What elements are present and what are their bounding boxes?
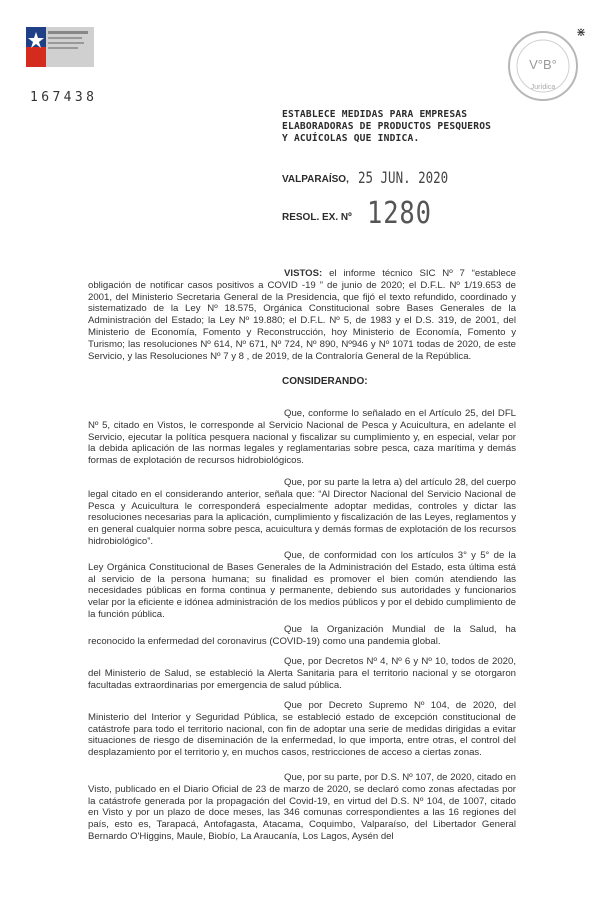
resolution-title (282, 109, 542, 145)
stamp-subtext: Jurídica (530, 84, 556, 91)
government-logo (26, 27, 94, 79)
resolution-label: RESOL. EX. Nº (282, 212, 352, 223)
considerando-heading: CONSIDERANDO: (282, 376, 368, 387)
date-stamp: 25 JUN. 2020 (358, 168, 449, 187)
considerando-paragraph: Que, por Decretos Nº 4, Nº 6 y Nº 10, todos de 2020, del Ministerio de Salud, se estableció la Alerta Sanitaria para el territorio nacional y se otorgaron facultadas extraordinarias por emergencia de salud pública. (88, 656, 516, 691)
corner-mark: ⋇ (576, 25, 587, 39)
document-number: 167438 (30, 90, 98, 105)
considerando-paragraph: Que, por su parte la letra a) del artículo 28, del cuerpo legal citado en el considerando anterior, señala que: “Al Director Nacional del Servicio Nacional de Pesca y Acuicultura le corresponderá especialmente adoptar medidas, controles y dictar las resoluciones necesarias para la aplicación, cumplimiento y fiscalización de las Leyes, reglamentos y en general cualquier norma sobre pesca, acuicultura y demás formas de explotación de los recursos hidrobiológico”. (88, 477, 516, 547)
approval-stamp (506, 29, 580, 103)
considerando-paragraph: Que, conforme lo señalado en el Artículo 25, del DFL Nº 5, citado en Vistos, le corresponde al Servicio Nacional de Pesca y Acuicultura, en adelante el Servicio, ejecutar la política pesquera nacional y fiscalizar su cumplimiento y, en especial, velar por la debida aplicación de las normas legales y reglamentarias sobre pesca, caza marítima y demás formas de explotación de recursos hidrobiológicos. (88, 408, 517, 467)
considerando-paragraph: Que, por su parte, por D.S. Nº 107, de 2020, citado en Visto, publicado en el Diario Oficial de 23 de marzo de 2020, se declaró como zonas afectadas por la catástrofe generada por la propagación del Covid-19, en virtud del D.S. Nº 104, de 1007, citado en Visto y por un plazo de doce meses, las 346 comunas correspondientes a las 16 regiones del país, esto es, Tarapacá, Antofagasta, Atacama, Coquimbo, Valparaíso, del Libertador General Bernardo O'Higgins, Maule, Biobío, La Araucanía, Los Lagos, Aysén del (88, 772, 516, 842)
title-line-1: ESTABLECE MEDIDAS PARA EMPRESAS (282, 109, 468, 120)
considerando-paragraph: Que por Decreto Supremo Nº 104, de 2020, del Ministerio del Interior y Seguridad Pública, se estableció estado de excepción constitucional de catástrofe para todo el territorio nacional, con fin de adoptar una serie de medidas dirigidas a evitar situaciones de riesgo de diseminación de la enfermedad, lo que importa, entre otras, el control del desplazamiento por el territorio y, en muchos casos, restricciones de acceso a ciertas zonas. (88, 700, 516, 759)
stamp-vobo: V°B° (529, 57, 557, 72)
considerando-paragraph: Que, de conformidad con los artículos 3° y 5° de la Ley Orgánica Constitucional de Bases Generales de la Administración del Estado, esta última está al servicio de la persona humana; su finalidad es promover el bien común atendiendo las necesidades públicas en forma continua y permanente, debiendo sus autoridades y funcionarios velar por la eficiente e idónea administración de los medios públicos y por el debido cumplimiento de la función pública. (88, 550, 516, 620)
vistos-label: VISTOS: (284, 268, 323, 279)
chile-coat-icon (26, 27, 94, 79)
considerando-paragraph: Que la Organización Mundial de la Salud, ha reconocido la enfermedad del coronavirus (COVID-19) como una pandemia global. (88, 624, 516, 647)
title-line-3: Y ACUÍCOLAS QUE INDICA. (282, 133, 420, 144)
city: VALPARAÍSO, (282, 174, 349, 185)
title-line-2: ELABORADORAS DE PRODUCTOS PESQUEROS (282, 121, 492, 132)
resolution-number: 1280 (367, 196, 432, 231)
vistos-text: el informe técnico SIC Nº 7 “establece obligación de notificar casos positivos a COVID -19 ” de junio de 2020; el D.F.L. Nº 1/19.653 de 2001, del Ministerio Secretaria General de la Presidencia, que fijó el texto refundido, coordinado y sistematizado de la Ley Nº 18.575, Orgánica Constitucional sobre Bases Generales de la Administración del Estado; la Ley Nº 19.880; el D.F.L. Nº 5, de 1983 y el D.S. 319, de 2001, del Ministerio de Economía, Fomento y Reconstrucción, hoy Ministerio de Economía, Fomento y Turismo; las resoluciones Nº 614, Nº 671, Nº 724, Nº 890, Nº946 y Nº 1071 todas de 2020, de este Servicio, y las Resoluciones Nº 7 y 8 , de 2019, de la Contraloría General de la República. (88, 268, 516, 362)
vistos-paragraph (88, 268, 516, 362)
